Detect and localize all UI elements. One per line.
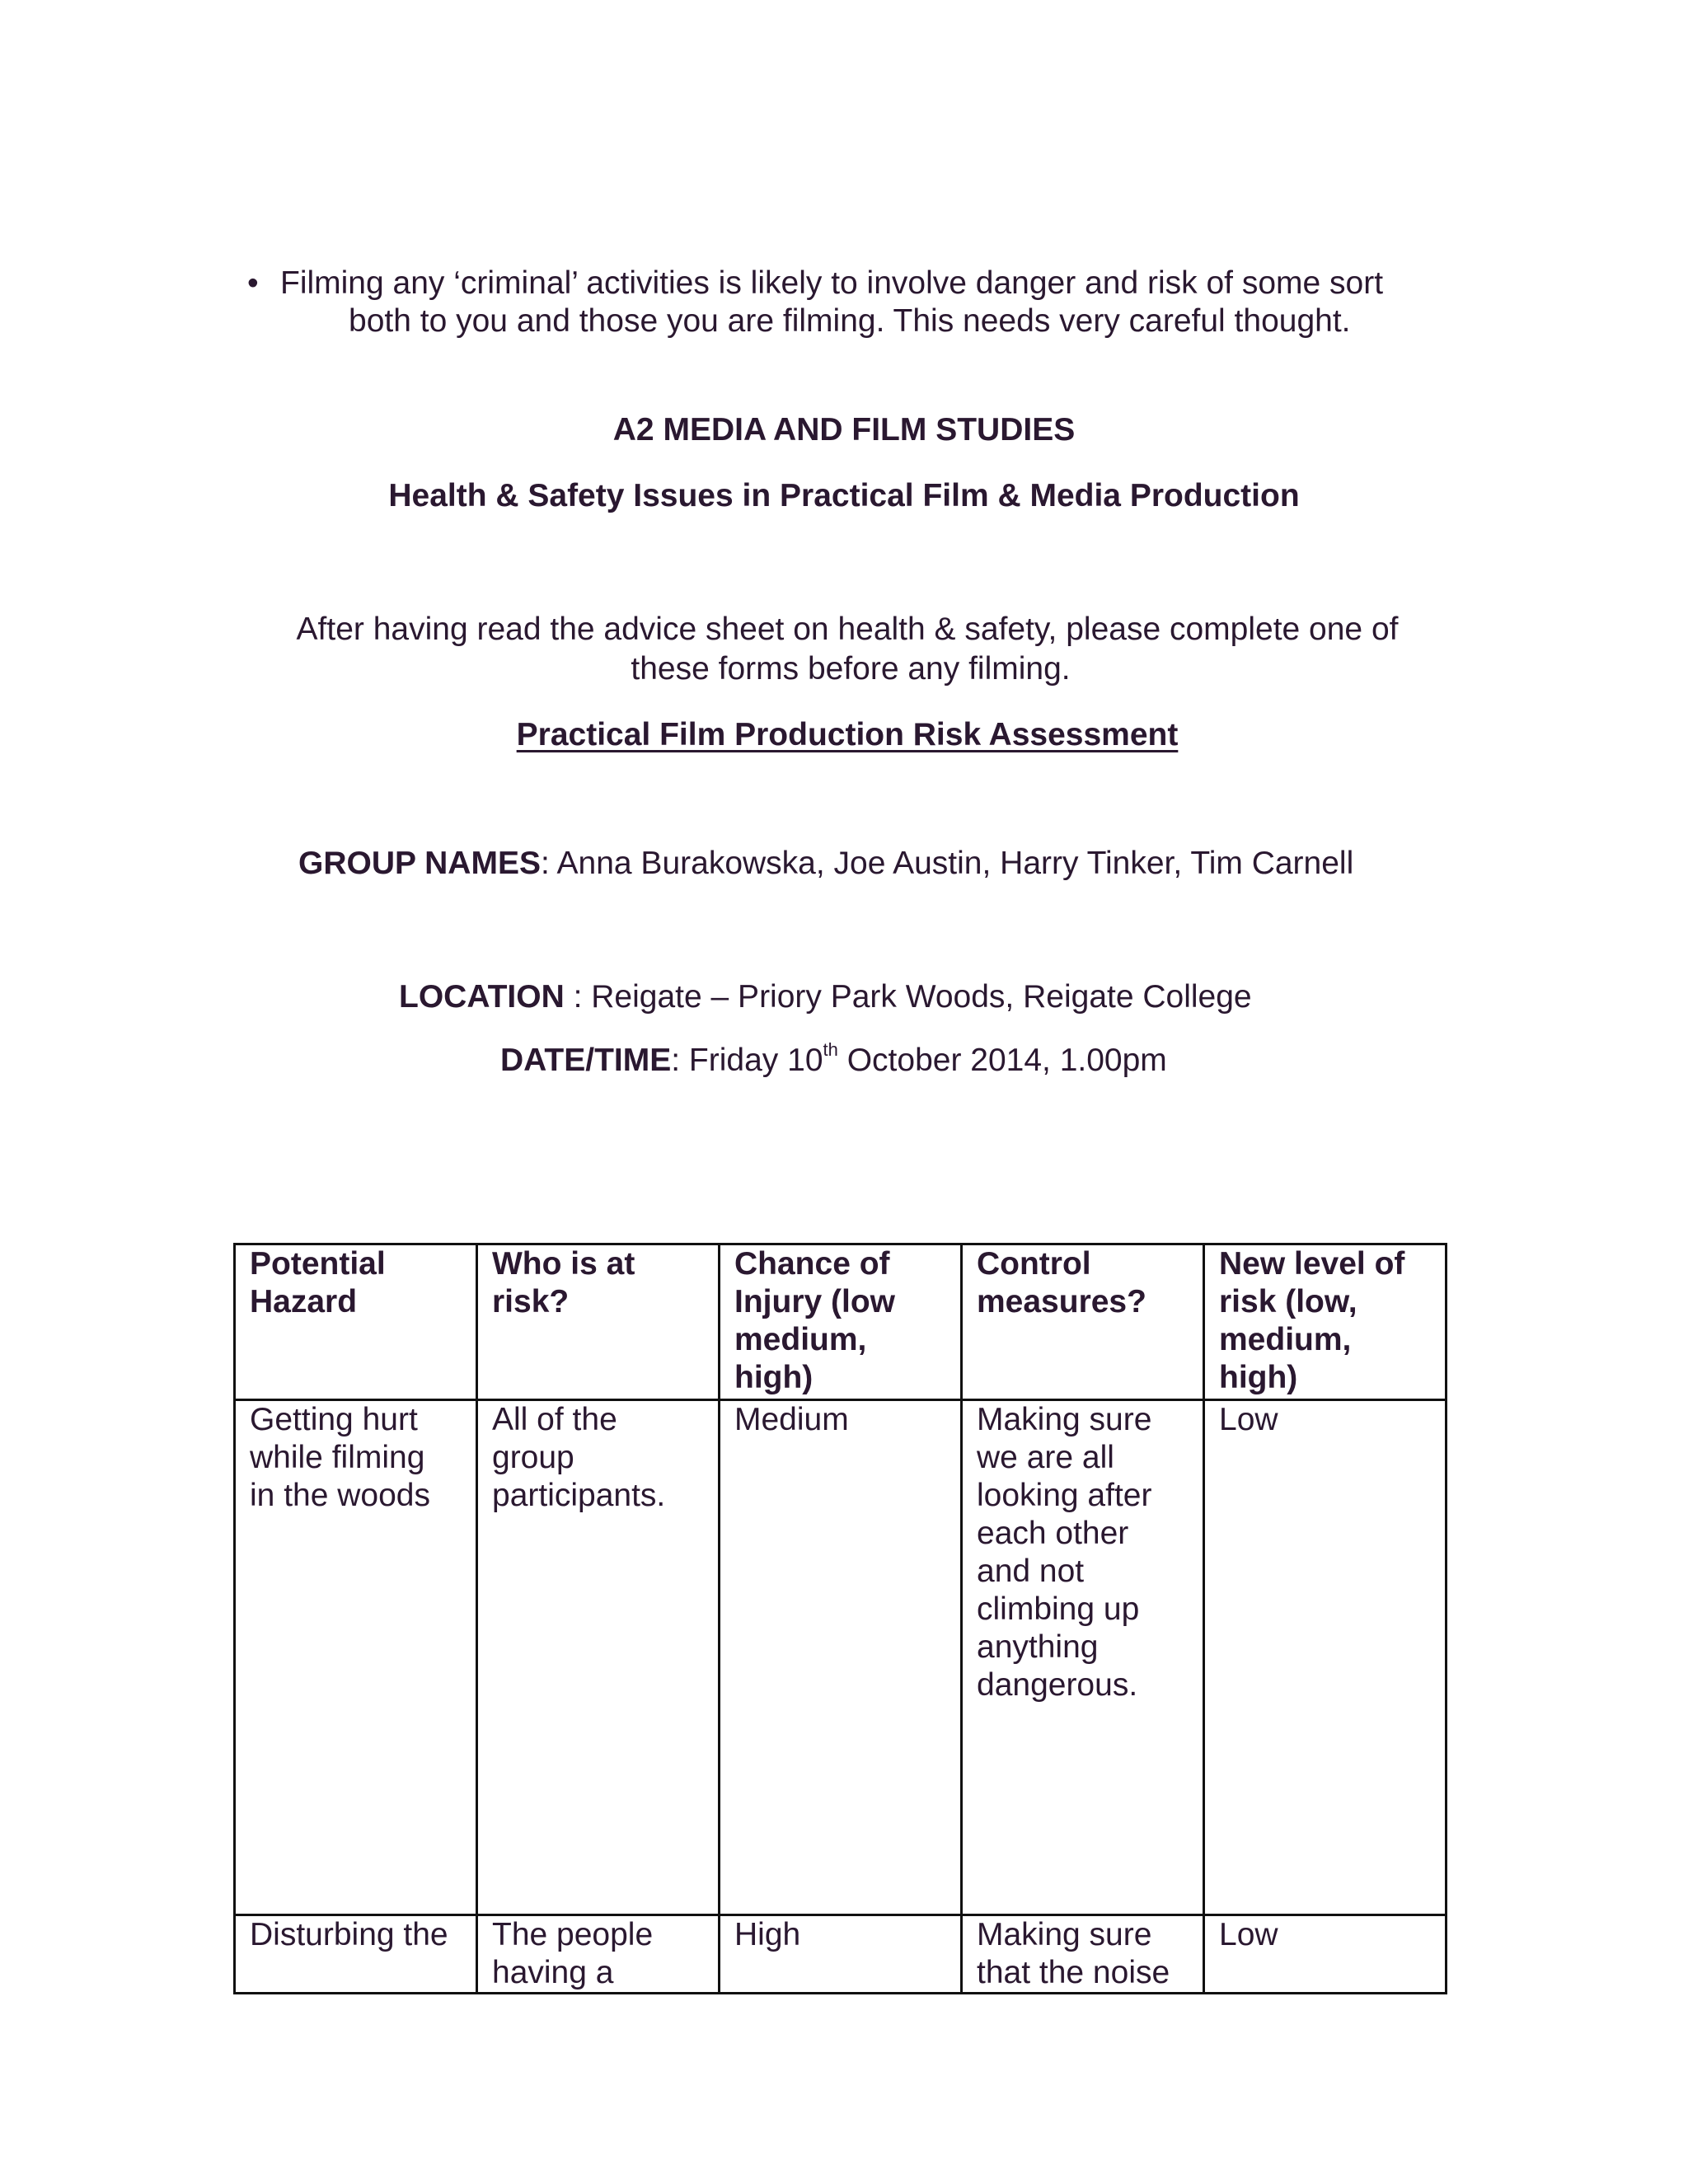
cell-line: in the woods — [250, 1478, 430, 1513]
date-time-ordinal: th — [823, 1039, 838, 1060]
cell-hazard — [235, 1400, 477, 1915]
cell-line: Making sure — [977, 1917, 1152, 1952]
course-heading: A2 MEDIA AND FILM STUDIES — [612, 412, 1076, 448]
cell-hazard — [235, 1915, 477, 1994]
header-line: Hazard — [250, 1284, 358, 1319]
cell-line: climbing up — [977, 1591, 1140, 1627]
date-time-field — [500, 1039, 1167, 1079]
group-names-field — [298, 846, 1353, 882]
cell-who-at-risk — [477, 1915, 720, 1994]
cell-control-measures — [962, 1400, 1204, 1915]
bullet-text-line1: Filming any ‘criminal’ activities is likely to involve danger and risk of some sort — [280, 265, 1384, 301]
cell-line: High — [734, 1917, 801, 1952]
table-row — [235, 1400, 1447, 1915]
group-names-value: : Anna Burakowska, Joe Austin, Harry Tinker, Tim Carnell — [541, 846, 1354, 881]
date-time-value-post: October 2014, 1.00pm — [837, 1043, 1167, 1078]
date-time-value-pre: : Friday 10 — [671, 1043, 823, 1078]
header-line: Chance of — [734, 1246, 890, 1282]
cell-line: while filming — [250, 1440, 425, 1475]
header-line: high) — [1219, 1360, 1298, 1395]
header-line: high) — [734, 1360, 814, 1395]
subtitle-heading: Health & Safety Issues in Practical Film & Media Production — [388, 478, 1300, 513]
cell-who-at-risk — [477, 1400, 720, 1915]
instructions-line1: After having read the advice sheet on health & safety, please complete one of — [296, 612, 1399, 647]
cell-line: and not — [977, 1554, 1085, 1589]
header-who-at-risk — [477, 1244, 720, 1400]
cell-line: dangerous. — [977, 1667, 1138, 1703]
header-line: Potential — [250, 1246, 386, 1282]
instructions-line2: these forms before any filming. — [631, 651, 1071, 687]
cell-line: participants. — [492, 1478, 666, 1513]
date-time-label: DATE/TIME — [500, 1043, 672, 1078]
cell-line: Low — [1219, 1917, 1278, 1952]
header-new-risk-level — [1204, 1244, 1447, 1400]
location-label: LOCATION — [399, 979, 565, 1015]
cell-line: we are all — [977, 1440, 1114, 1475]
cell-line: anything — [977, 1629, 1099, 1665]
header-potential-hazard — [235, 1244, 477, 1400]
location-value: : Reigate – Priory Park Woods, Reigate College — [564, 979, 1252, 1015]
cell-control-measures — [962, 1915, 1204, 1994]
cell-line: group — [492, 1440, 574, 1475]
header-control-measures — [962, 1244, 1204, 1400]
risk-assessment-table — [233, 1243, 1447, 1994]
header-line: New level of — [1219, 1246, 1405, 1282]
cell-line: looking after — [977, 1478, 1152, 1513]
header-line: medium, — [734, 1322, 867, 1357]
cell-line: The people — [492, 1917, 654, 1952]
cell-line: Getting hurt — [250, 1402, 418, 1437]
cell-line: Disturbing the — [250, 1917, 448, 1952]
header-line: risk? — [492, 1284, 570, 1319]
table-header-row — [235, 1244, 1447, 1400]
cell-line: Making sure — [977, 1402, 1152, 1437]
cell-chance-of-injury — [720, 1400, 962, 1915]
bullet-text-line2: both to you and those you are filming. This needs very careful thought. — [349, 303, 1351, 339]
bullet-item-line1 — [247, 265, 1383, 302]
group-names-label: GROUP NAMES — [298, 846, 541, 881]
cell-line: Low — [1219, 1402, 1278, 1437]
header-line: Control — [977, 1246, 1091, 1282]
bullet-icon: • — [247, 265, 259, 301]
location-field — [399, 979, 1252, 1015]
cell-new-risk-level — [1204, 1400, 1447, 1915]
cell-line: All of the — [492, 1402, 617, 1437]
cell-chance-of-injury — [720, 1915, 962, 1994]
header-line: risk (low, — [1219, 1284, 1357, 1319]
cell-line: Medium — [734, 1402, 849, 1437]
cell-line: each other — [977, 1516, 1129, 1551]
header-line: measures? — [977, 1284, 1146, 1319]
header-line: Who is at — [492, 1246, 635, 1282]
table-row — [235, 1915, 1447, 1994]
header-line: Injury (low — [734, 1284, 895, 1319]
header-line: medium, — [1219, 1322, 1352, 1357]
cell-line: that the noise — [977, 1955, 1170, 1990]
header-chance-of-injury — [720, 1244, 962, 1400]
cell-new-risk-level — [1204, 1915, 1447, 1994]
cell-line: having a — [492, 1955, 614, 1990]
form-title: Practical Film Production Risk Assessment — [516, 717, 1179, 752]
